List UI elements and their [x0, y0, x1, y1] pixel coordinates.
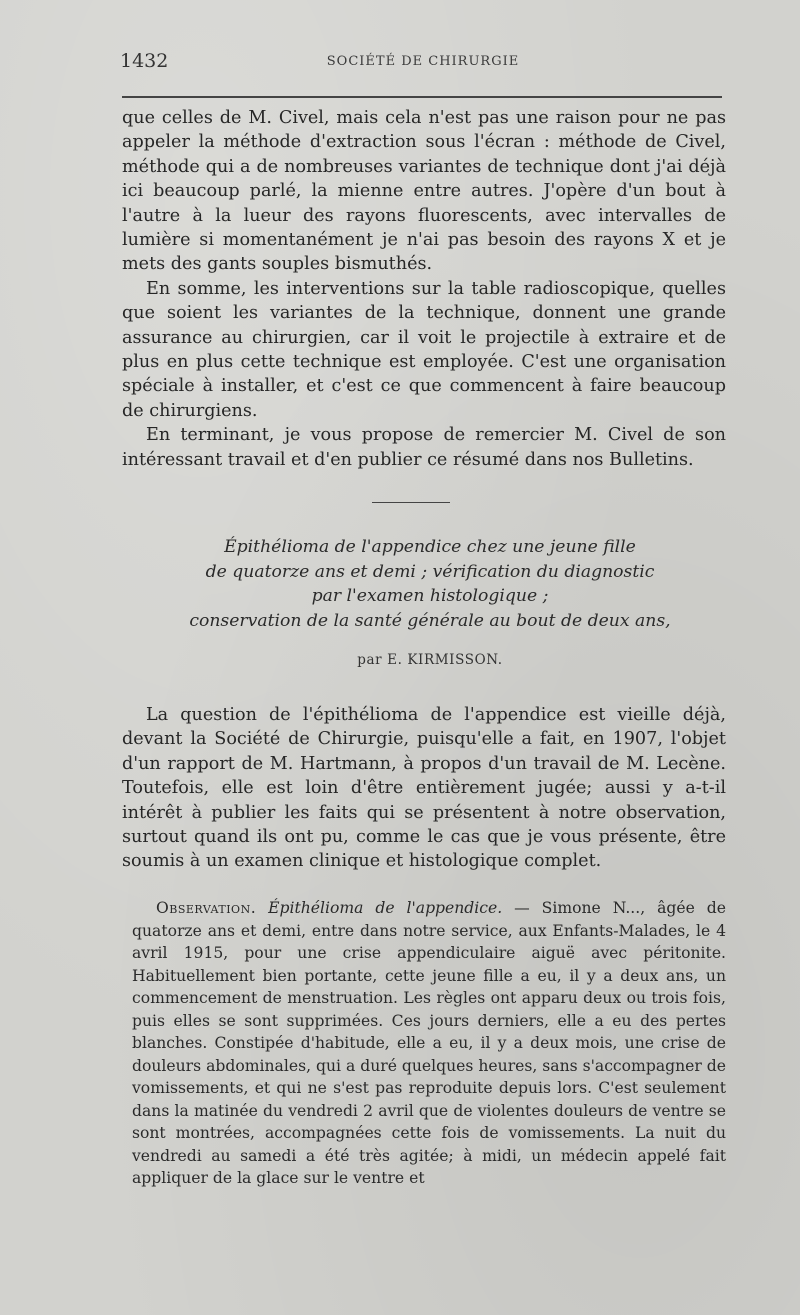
page-header: [120, 50, 726, 74]
article-title-line-3: par l'examen histologique ;: [311, 586, 549, 606]
paragraph-observation: [132, 897, 726, 1190]
observation-text: — Simone N..., âgée de quatorze ans et demi, entre dans notre service, aux Enfants-Malades, le 4 avril 1915, pour une crise appendiculaire aiguë avec péritonite. Habituellement bien portante, cette jeune fille a eu, il y a deux ans, un commencement de menstruation. Les règles ont apparu deux ou trois fois, puis elles se sont supprimées. Ces jours derniers, elle a eu des pertes blanches. Constipée d'habitude, elle a eu, il y a deux mois, une crise de douleurs abdominales, qui a duré quelques heures, sans s'accompagner de vomissements, et qui ne s'est pas reproduite depuis lors. C'est seulement dans la matinée du vendredi 2 avril que de violentes douleurs de ventre se sont montrées, accompagnées cette fois de vomissements. La nuit du vendredi au samedi a été très agitée; à midi, un médecin appelé fait appliquer de la glace sur le ventre et: [132, 899, 726, 1187]
article-title-line-2: de quatorze ans et demi ; vérification du diagnostic: [205, 561, 655, 582]
observation-title: Épithélioma de l'appendice.: [268, 899, 503, 917]
paragraph-continuation: que celles de M. Civel, mais cela n'est pas une raison pour ne pas appeler la méthode d'extraction sous l'écran : méthode de Civel, méthode qui a de nombreuses variantes de technique dont j'ai déjà ici beaucoup parlé, la mienne entre autres. J'opère d'un bout à l'autre à la lueur des rayons fluorescents, avec intervalles de lumière si momentanément je n'ai pas besoin des rayons X et je mets des gants souples bismuthés.: [122, 108, 726, 275]
article-title-line-1: Épithélioma de l'appendice chez une jeune fille: [224, 537, 636, 557]
observation-label: Observation.: [156, 899, 257, 917]
running-head: SOCIÉTÉ DE CHIRURGIE: [326, 54, 520, 69]
paragraph-conclusion: En terminant, je vous propose de remercier M. Civel de son intéressant travail et d'en publier ce résumé dans nos Bulletins.: [122, 425, 726, 470]
header-rule: [122, 96, 722, 98]
section-divider: [372, 502, 450, 503]
paragraph-intro: La question de l'épithélioma de l'appendice est vieille déjà, devant la Société de Chirurgie, puisqu'elle a fait, en 1907, l'objet d'un rapport de M. Hartmann, à propos d'un travail de M. Lecène. Toutefois, elle est loin d'être entièrement jugée; aussi y a-t-il intérêt à publier les faits qui se présentent à notre observation, surtout quand ils ont pu, comme le cas que je vous présente, être soumis à un examen clinique et histologique complet.: [122, 705, 726, 872]
paragraph-summary: En somme, les interventions sur la table radioscopique, quelles que soient les variantes de la technique, donnent une grande assurance au chirurgien, car il voit le projectile à extraire et de plus en plus cette technique est employée. C'est une organisation spéciale à installer, et c'est ce que commencent à faire beaucoup de chirurgiens.: [122, 278, 726, 421]
article-intro: [122, 703, 726, 874]
article-title-line-4: conservation de la santé générale au bout de deux ans,: [189, 610, 671, 631]
article-title: [150, 535, 710, 633]
page-number: 1432: [120, 50, 169, 72]
article-byline: par E. KIRMISSON.: [357, 652, 503, 668]
continuation-text: [122, 106, 726, 472]
observation-section: [132, 897, 726, 1190]
